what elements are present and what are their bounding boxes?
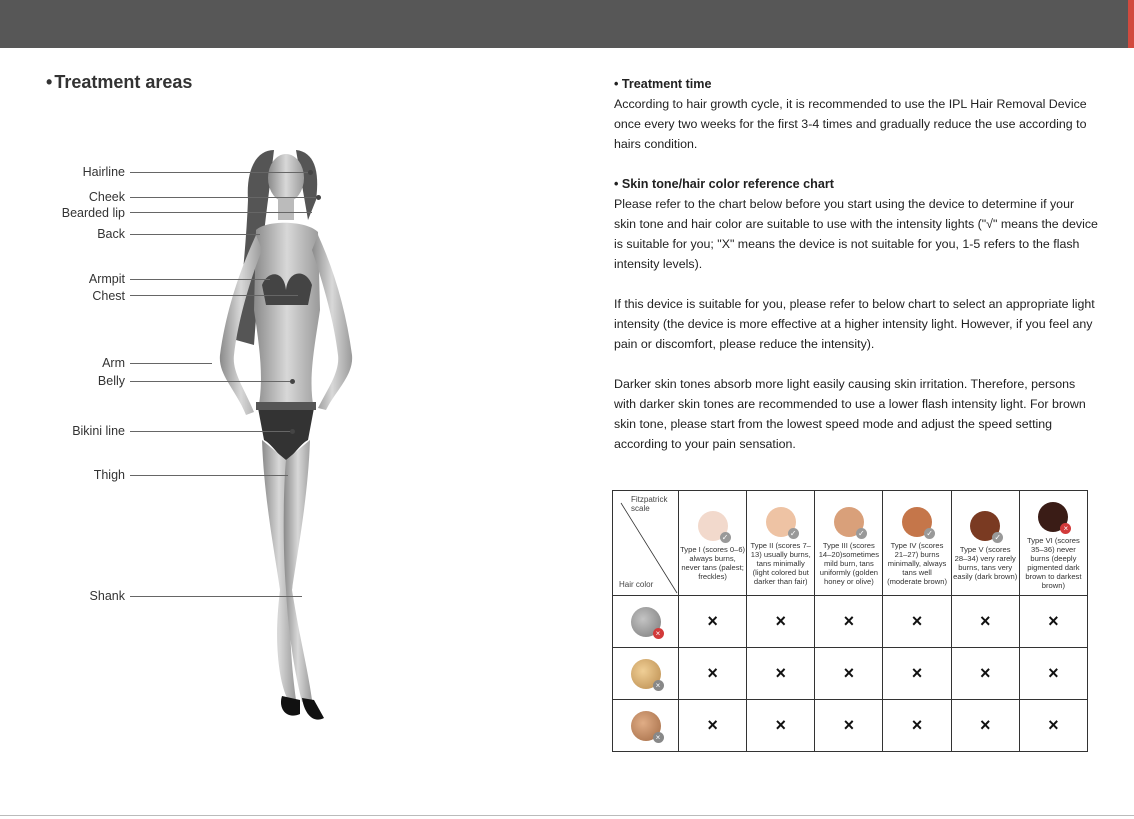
- spot-hairline: [308, 170, 313, 175]
- leader-bikini-line: [130, 431, 292, 432]
- skin-swatch-type-5: [970, 511, 1000, 541]
- table-cell: [747, 700, 815, 752]
- not-suitable-mark: ×: [911, 663, 923, 683]
- hair-color-label: Hair color: [619, 580, 654, 589]
- not-suitable-mark: ×: [1048, 663, 1059, 683]
- not-suitable-mark: ×: [843, 611, 855, 631]
- grey-hair-swatch: [631, 607, 661, 637]
- right-text-column: [614, 74, 1098, 454]
- not-suitable-mark: ×: [911, 611, 923, 631]
- table-row: [613, 700, 1088, 752]
- skin-type-cell: [815, 491, 883, 596]
- table-cell: [747, 596, 815, 648]
- treatment-time-heading: • Treatment time: [614, 77, 712, 91]
- spot-cheek: [316, 195, 321, 200]
- label-cheek: Cheek: [88, 190, 125, 204]
- bottom-divider: [0, 815, 1134, 816]
- table-cell: [747, 648, 815, 700]
- table-cell: [815, 700, 883, 752]
- label-hairline: Hairline: [82, 165, 125, 179]
- table-header-row: [613, 491, 1088, 596]
- leader-cheek: [130, 197, 318, 198]
- check-badge-icon: ✓: [924, 528, 935, 539]
- table-cell: [951, 596, 1019, 648]
- skin-type-desc: Type III (scores 14–20)sometimes mild burn, tans uniformly (golden honey or olive): [818, 540, 880, 586]
- cross-badge-icon: ×: [1060, 523, 1071, 534]
- skin-type-cell: [883, 491, 951, 596]
- not-suitable-mark: ×: [843, 715, 855, 735]
- table-cell: [883, 648, 951, 700]
- reference-chart-text: Please refer to the chart below before you start using the device to determine if your skin tone and hair color are suitable to use with the intensity lights ("√" means the device is suitable for you; "X" means the device is not suitable for you, 1-5 refers to the flash intensity levels).: [614, 197, 1098, 271]
- header-accent: [1128, 0, 1134, 48]
- cross-badge-icon: ×: [653, 680, 664, 691]
- skin-type-desc: Type I (scores 0–6) always burns, never tans (palest; freckles): [680, 545, 746, 581]
- not-suitable-mark: ×: [1048, 611, 1059, 631]
- skin-type-cell: [679, 491, 747, 596]
- hair-color-cell: [613, 700, 679, 752]
- skin-type-desc: Type VI (scores 35–36) never burns (deeply pigmented dark brown to darkest brown): [1025, 536, 1082, 590]
- leader-belly: [130, 381, 290, 382]
- treatment-time-text: According to hair growth cycle, it is recommended to use the IPL Hair Removal Device once every two weeks for the first 3-4 times and gradually reduce the use according to hairs condition.: [614, 97, 1087, 151]
- check-badge-icon: ✓: [992, 532, 1003, 543]
- table-corner-cell: [613, 491, 679, 596]
- not-suitable-mark: ×: [911, 715, 923, 735]
- leader-arm: [130, 363, 212, 364]
- skin-swatch-type-6: [1038, 502, 1068, 532]
- leader-hairline: [130, 172, 310, 173]
- table-cell: [1019, 596, 1087, 648]
- table-cell: [883, 596, 951, 648]
- skin-hair-reference-table: [612, 490, 1088, 752]
- label-thigh: Thigh: [93, 468, 125, 482]
- spot-belly: [290, 379, 295, 384]
- label-belly: Belly: [97, 374, 125, 388]
- not-suitable-mark: ×: [979, 715, 991, 735]
- body-figure-illustration: [196, 140, 376, 730]
- label-bearded-lip: Bearded lip: [61, 206, 125, 220]
- skin-swatch-type-1: [698, 511, 728, 541]
- skin-type-desc: Type II (scores 7–13) usually burns, tans minimally (light colored but darker than fair): [750, 540, 811, 586]
- hair-color-cell: [613, 648, 679, 700]
- not-suitable-mark: ×: [775, 611, 786, 631]
- spot-bikini-line: [290, 429, 295, 434]
- skin-type-cell: [951, 491, 1019, 596]
- table-cell: [883, 700, 951, 752]
- not-suitable-mark: ×: [1048, 715, 1059, 735]
- treatment-areas-title: • Treatment areas: [46, 72, 193, 92]
- table-cell: [815, 596, 883, 648]
- label-shank: Shank: [89, 589, 125, 603]
- not-suitable-mark: ×: [707, 663, 718, 683]
- table-cell: [951, 648, 1019, 700]
- cross-badge-icon: ×: [653, 732, 664, 743]
- hair-color-cell: [613, 596, 679, 648]
- not-suitable-mark: ×: [979, 611, 991, 631]
- leader-back: [130, 234, 260, 235]
- table-cell: [951, 700, 1019, 752]
- leader-shank: [130, 596, 302, 597]
- table-cell: [679, 648, 747, 700]
- skin-type-desc: Type V (scores 28–34) very rarely burns, tans very easily (dark brown): [953, 545, 1018, 581]
- not-suitable-mark: ×: [843, 663, 855, 683]
- label-bikini-line: Bikini line: [72, 424, 125, 438]
- skin-type-cell: [1019, 491, 1087, 596]
- leader-thigh: [130, 475, 288, 476]
- not-suitable-mark: ×: [979, 663, 991, 683]
- table-cell: [679, 596, 747, 648]
- blonde-hair-swatch: [631, 659, 661, 689]
- skin-type-desc: Type IV (scores 21–27) burns minimally, always tans well (moderate brown): [887, 540, 948, 586]
- not-suitable-mark: ×: [775, 663, 786, 683]
- table-cell: [1019, 648, 1087, 700]
- not-suitable-mark: ×: [707, 715, 718, 735]
- label-chest: Chest: [92, 289, 125, 303]
- cross-badge-icon: ×: [653, 628, 664, 639]
- leader-chest: [130, 295, 298, 296]
- skin-type-cell: [747, 491, 815, 596]
- label-armpit: Armpit: [88, 272, 125, 286]
- table-row: [613, 596, 1088, 648]
- header-bar: [0, 0, 1134, 48]
- skin-swatch-type-3: [834, 507, 864, 537]
- fitzpatrick-scale-label: Fitzpatrick scale: [631, 495, 668, 513]
- table-cell: [1019, 700, 1087, 752]
- not-suitable-mark: ×: [775, 715, 786, 735]
- reference-chart-heading: • Skin tone/hair color reference chart: [614, 177, 834, 191]
- label-back: Back: [97, 227, 125, 241]
- leader-armpit: [130, 279, 270, 280]
- skin-swatch-type-2: [766, 507, 796, 537]
- not-suitable-mark: ×: [707, 611, 718, 631]
- check-badge-icon: ✓: [856, 528, 867, 539]
- leader-bearded-lip: [130, 212, 312, 213]
- darker-skin-text: Darker skin tones absorb more light easily causing skin irritation. Therefore, persons with darker skin tones are recommended to use a lower flash intensity light. For brown skin tone, please start from the lowest speed mode and adjust the speed setting according to your pain sensation.: [614, 377, 1086, 451]
- table-cell: [815, 648, 883, 700]
- light-brown-hair-swatch: [631, 711, 661, 741]
- table-row: [613, 648, 1088, 700]
- suitable-text: If this device is suitable for you, please refer to below chart to select an appropriate light intensity (the device is more effective at a higher intensity light. However, if you feel any pain or discomfort, please reduce the intensity).: [614, 297, 1095, 351]
- check-badge-icon: ✓: [720, 532, 731, 543]
- skin-swatch-type-4: [902, 507, 932, 537]
- check-badge-icon: ✓: [788, 528, 799, 539]
- table-cell: [679, 700, 747, 752]
- label-arm: Arm: [102, 356, 125, 370]
